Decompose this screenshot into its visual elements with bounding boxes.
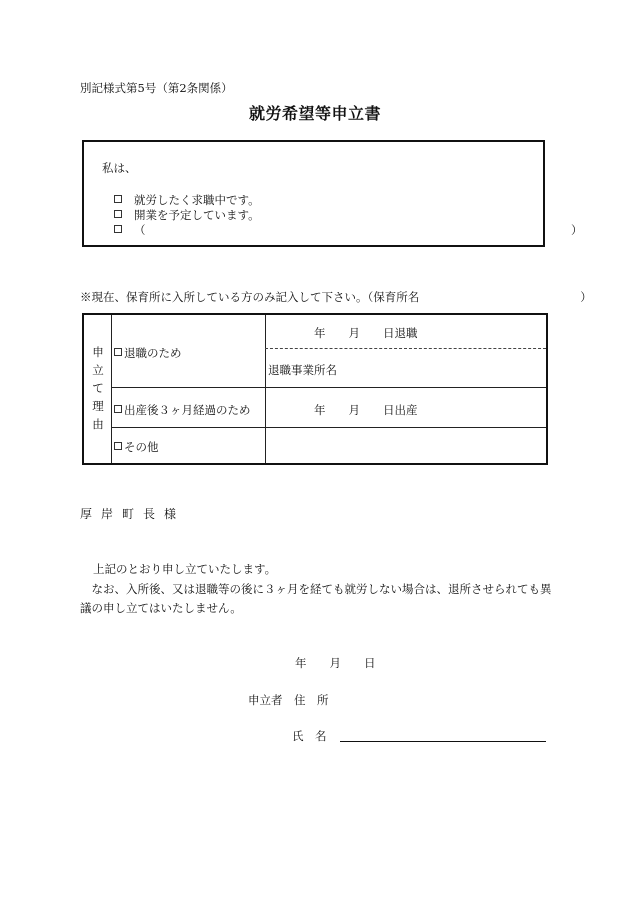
checkbox-icon[interactable] <box>114 348 122 356</box>
checkbox-icon[interactable] <box>114 405 122 413</box>
checkbox-icon[interactable] <box>114 195 122 203</box>
addressee: 厚岸町長様 <box>80 507 186 521</box>
document-title: 就労希望等申立書 <box>248 104 381 123</box>
declaration-intro: 私は、 <box>102 161 137 175</box>
option-job-seeking[interactable] <box>114 192 260 208</box>
resignation-employer: 退職事業所名 <box>268 363 337 377</box>
option-label: 開業を予定しています。 <box>134 208 260 222</box>
form-number: 別記様式第5号（第2条関係） <box>80 81 233 95</box>
reason-side-label: 申 立 て 理 由 <box>92 345 104 431</box>
checkbox-icon[interactable] <box>114 442 122 450</box>
reason-table <box>82 313 548 465</box>
name-signature-line[interactable] <box>340 741 546 742</box>
option-other[interactable] <box>114 222 583 238</box>
reason-other[interactable]: その他 <box>114 439 159 455</box>
statement-paragraph-2: なお、入所後、又は退職等の後に３ヶ月を経ても就労しない場合は、退所させられても異議の申し立てはいたしません。 <box>80 582 552 615</box>
statement-paragraph-1: 上記のとおり申し立ていたします。 <box>93 562 277 576</box>
date-line: 年 月 日 <box>295 656 376 670</box>
declaration-box <box>82 140 583 247</box>
resignation-date: 年 月 日退職 <box>314 326 418 340</box>
childbirth-date: 年 月 日出産 <box>314 403 418 417</box>
checkbox-icon[interactable] <box>114 210 122 218</box>
applicant-address-label: 申立者 住 所 <box>248 693 329 707</box>
option-label: 就労したく求職中です。 <box>134 193 260 207</box>
checkbox-icon[interactable] <box>114 225 122 233</box>
option-starting-business[interactable] <box>114 207 260 223</box>
nursery-note: ※現在、保育所に入所している方のみ記入して下さい。（保育所名 ） <box>80 290 592 304</box>
applicant-name-label: 氏 名 <box>292 729 327 743</box>
option-label: （ ） <box>134 223 583 237</box>
reason-resignation[interactable]: 退職のため <box>114 345 182 361</box>
reason-childbirth[interactable]: 出産後３ヶ月経過のため <box>114 402 251 418</box>
